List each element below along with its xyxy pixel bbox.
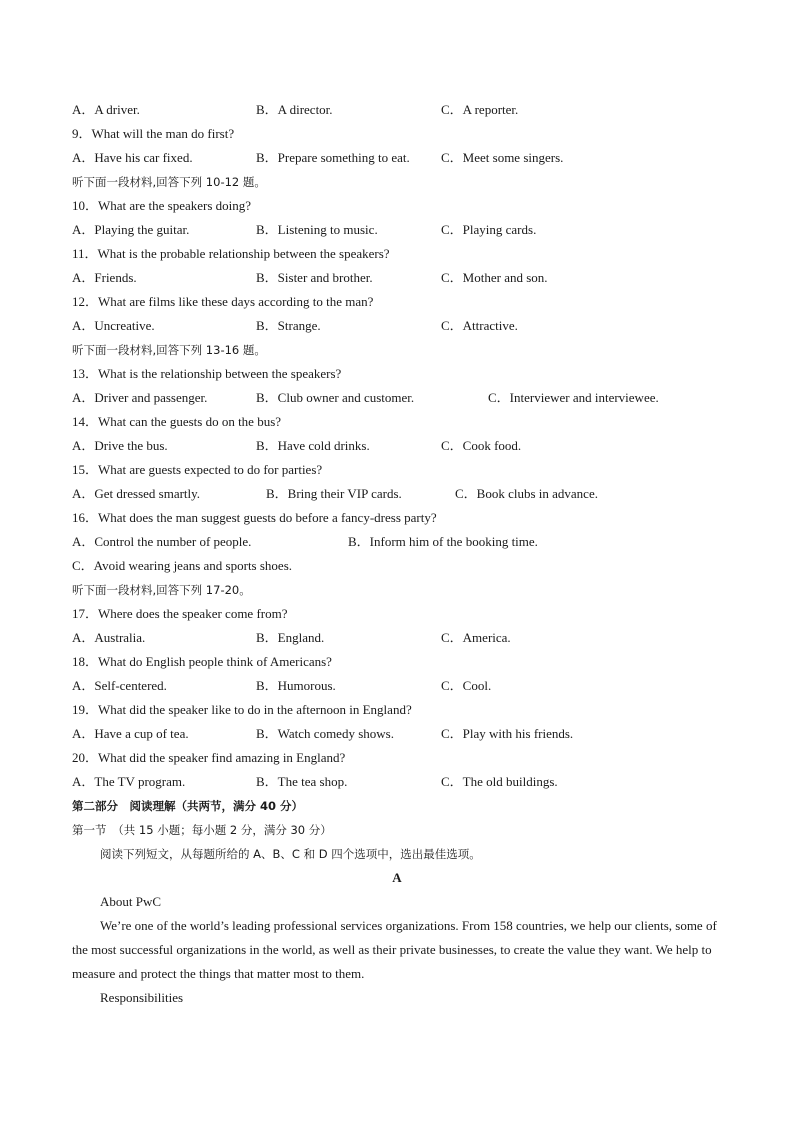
about-paragraph: We’re one of the world’s leading professional services organizations. From 158 countries, we help our clients, some of the most successful organizations in the world, as well as their private businesses, to create the value they want. We help to measure and protect the things that matter most to them. bbox=[72, 918, 717, 981]
option-a: A．Australia. bbox=[72, 630, 146, 645]
responsibilities-title: Responsibilities bbox=[100, 990, 184, 1005]
options-row bbox=[72, 314, 722, 338]
option-b: B．Watch comedy shows. bbox=[256, 726, 394, 741]
option-b: B．Club owner and customer. bbox=[256, 390, 415, 405]
reading-instruction: 阅读下列短文，从每题所给的 A、B、C 和 D 四个选项中，选出最佳选项。 bbox=[100, 847, 481, 861]
listening-instruction: 听下面一段材料,回答下列 13-16 题。 bbox=[72, 343, 266, 357]
options-row bbox=[72, 218, 722, 242]
options-row bbox=[72, 482, 722, 506]
options-row bbox=[72, 674, 722, 698]
section-one-heading: 第一节 （共 15 小题；每小题 2 分，满分 30 分） bbox=[72, 823, 332, 837]
option-b: B．Prepare something to eat. bbox=[256, 150, 410, 165]
option-a: A．Playing the guitar. bbox=[72, 222, 190, 237]
option-c: C．Play with his friends. bbox=[441, 726, 574, 741]
option-b: B．Strange. bbox=[256, 318, 321, 333]
option-a: A．Control the number of people. bbox=[72, 534, 252, 549]
question-line: 9．What will the man do first? bbox=[72, 126, 235, 141]
options-row bbox=[72, 386, 722, 410]
question-line: 15．What are guests expected to do for parties? bbox=[72, 462, 323, 477]
option-c: C．America. bbox=[441, 630, 511, 645]
question-line: 18．What do English people think of Americans? bbox=[72, 654, 332, 669]
option-a: A．The TV program. bbox=[72, 774, 186, 789]
option-a: A．Have a cup of tea. bbox=[72, 726, 189, 741]
options-row bbox=[72, 722, 722, 746]
option-b: B．A director. bbox=[256, 102, 333, 117]
option-c: C．Interviewer and interviewee. bbox=[488, 390, 659, 405]
option-c: C．Mother and son. bbox=[441, 270, 548, 285]
option-a: A．Drive the bus. bbox=[72, 438, 168, 453]
option-b: B．England. bbox=[256, 630, 325, 645]
question-line: 11．What is the probable relationship between the speakers? bbox=[72, 246, 390, 261]
exam-content bbox=[72, 98, 722, 1010]
option-a: A．Uncreative. bbox=[72, 318, 155, 333]
option-b: B．Humorous. bbox=[256, 678, 336, 693]
question-line: 12．What are films like these days according to the man? bbox=[72, 294, 374, 309]
option-a: A．Driver and passenger. bbox=[72, 390, 208, 405]
option-b: B．The tea shop. bbox=[256, 774, 348, 789]
question-line: 10．What are the speakers doing? bbox=[72, 198, 252, 213]
option-b: B．Bring their VIP cards. bbox=[266, 486, 402, 501]
option-c: C．Meet some singers. bbox=[441, 150, 564, 165]
option-a: A．Have his car fixed. bbox=[72, 150, 193, 165]
question-line: 17．Where does the speaker come from? bbox=[72, 606, 288, 621]
option-c: C．A reporter. bbox=[441, 102, 519, 117]
part-two-heading: 第二部分 阅读理解（共两节，满分 40 分） bbox=[72, 799, 304, 813]
option-b: B．Inform him of the booking time. bbox=[348, 534, 538, 549]
question-line: 20．What did the speaker find amazing in England? bbox=[72, 750, 346, 765]
question-line: 19．What did the speaker like to do in the afternoon in England? bbox=[72, 702, 412, 717]
option-a: A．Friends. bbox=[72, 270, 137, 285]
question-line: 13．What is the relationship between the speakers? bbox=[72, 366, 342, 381]
option-a: A．Self-centered. bbox=[72, 678, 167, 693]
option-c: C．Cook food. bbox=[441, 438, 522, 453]
options-row bbox=[72, 770, 722, 794]
option-b: B．Listening to music. bbox=[256, 222, 378, 237]
listening-section bbox=[72, 98, 722, 794]
question-line: 16．What does the man suggest guests do before a fancy-dress party? bbox=[72, 510, 437, 525]
listening-instruction: 听下面一段材料,回答下列 17-20。 bbox=[72, 583, 251, 597]
question-line: 14．What can the guests do on the bus? bbox=[72, 414, 282, 429]
listening-instruction: 听下面一段材料,回答下列 10-12 题。 bbox=[72, 175, 266, 189]
passage-label: A bbox=[392, 870, 402, 885]
option-a: A．A driver. bbox=[72, 102, 140, 117]
options-row bbox=[72, 146, 722, 170]
option-c: C．Playing cards. bbox=[441, 222, 537, 237]
option-c: C．The old buildings. bbox=[441, 774, 558, 789]
options-row bbox=[72, 530, 722, 554]
options-row bbox=[72, 98, 722, 122]
option-a: A．Get dressed smartly. bbox=[72, 486, 201, 501]
options-row bbox=[72, 626, 722, 650]
option-c: C．Cool. bbox=[441, 678, 492, 693]
options-row bbox=[72, 434, 722, 458]
options-row bbox=[72, 266, 722, 290]
option-c: C．Book clubs in advance. bbox=[455, 486, 598, 501]
question-line: C．Avoid wearing jeans and sports shoes. bbox=[72, 558, 293, 573]
option-b: B．Have cold drinks. bbox=[256, 438, 370, 453]
about-title: About PwC bbox=[100, 894, 162, 909]
option-c: C．Attractive. bbox=[441, 318, 518, 333]
option-b: B．Sister and brother. bbox=[256, 270, 373, 285]
